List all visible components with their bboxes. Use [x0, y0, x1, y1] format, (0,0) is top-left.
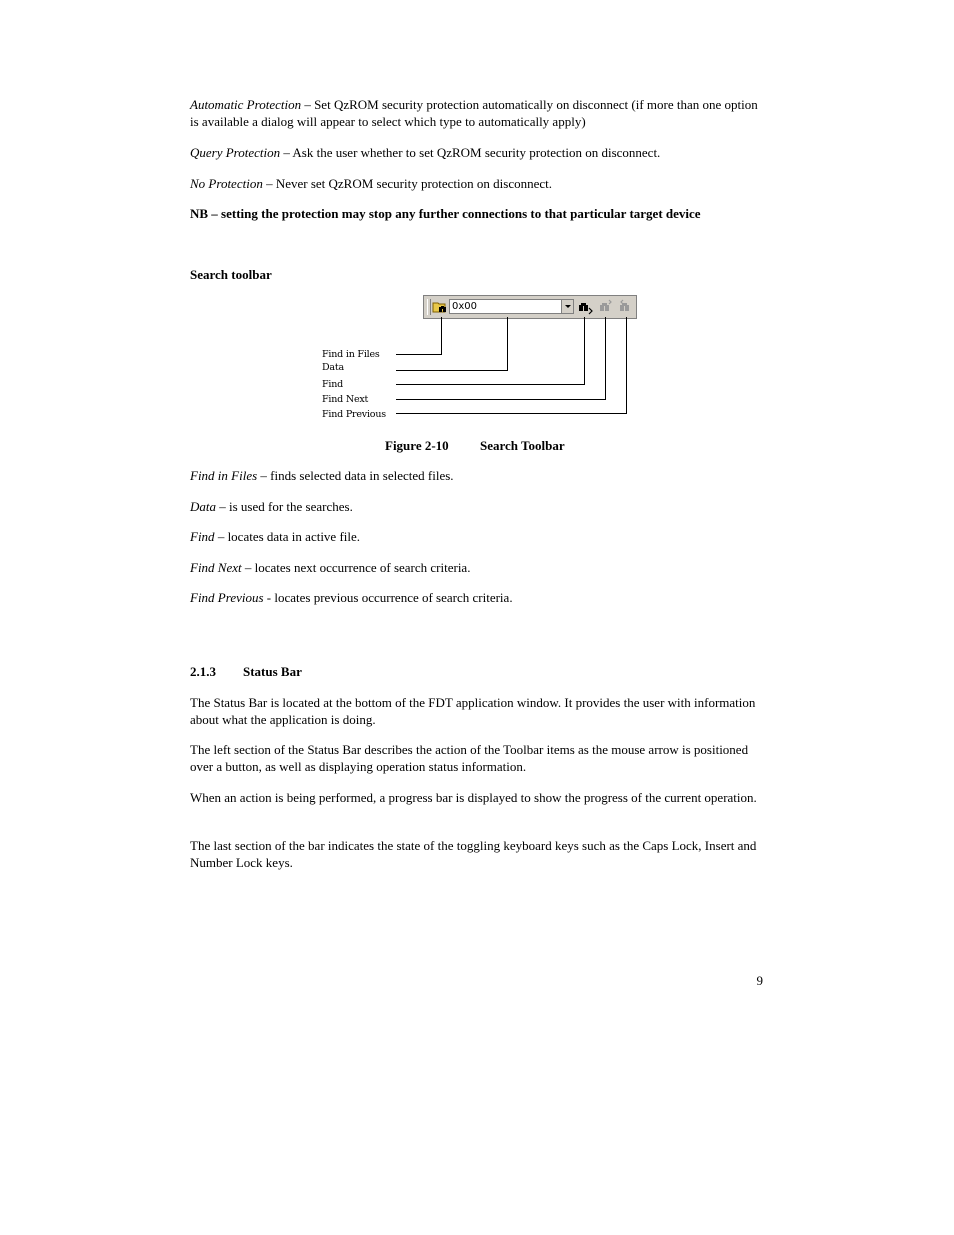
status-paragraph-1: The Status Bar is located at the bottom of the FDT application window. It provides the user with information about what the application is doing.: [190, 695, 756, 727]
automatic-protection-term: Automatic Protection: [190, 97, 302, 112]
nb-warning: NB – setting the protection may stop any further connections to that particular target device: [190, 206, 701, 221]
find-previous-icon[interactable]: [617, 299, 633, 315]
leader-find-in-files-h: [396, 354, 441, 355]
query-protection-paragraph: [190, 144, 765, 161]
callout-find-in-files: Find in Files: [322, 349, 380, 360]
data-combo-value: 0x00: [452, 301, 478, 312]
leader-find-next-h: [396, 399, 605, 400]
find-icon[interactable]: [577, 299, 593, 315]
find-next-desc: – locates next occurrence of search criteria.: [241, 560, 471, 575]
no-protection-desc: – Never set QzROM security protection on disconnect.: [262, 176, 553, 191]
section-number: 2.1.3: [190, 664, 216, 679]
toolbar-grip: [427, 299, 431, 315]
leader-data-h: [396, 370, 507, 371]
query-protection-term: Query Protection: [190, 145, 281, 160]
find-in-files-term: Find in Files: [190, 468, 258, 483]
find-next-description: [190, 559, 765, 576]
page-number: 9: [756, 973, 763, 988]
callout-find-next: Find Next: [322, 394, 369, 405]
automatic-protection-paragraph: [190, 96, 765, 130]
data-desc: – is used for the searches.: [216, 499, 353, 514]
find-in-files-description: [190, 467, 765, 484]
callout-find: Find: [322, 379, 344, 390]
find-previous-description: [190, 589, 765, 606]
search-toolbar-heading: Search toolbar: [190, 267, 272, 282]
callout-data: Data: [322, 362, 344, 373]
find-in-files-desc: – finds selected data in selected files.: [257, 468, 454, 483]
find-description: [190, 528, 765, 545]
section-title: Status Bar: [243, 664, 302, 679]
find-previous-term: Find Previous: [190, 590, 264, 605]
search-toolbar: [423, 295, 637, 319]
leader-data-v: [507, 317, 508, 371]
callout-find-previous: Find Previous: [322, 409, 386, 420]
find-next-term: Find Next: [190, 560, 242, 575]
automatic-protection-desc: – Set QzROM security protection automatically on disconnect (if more than one option is available a dialog will appear to select which type to automatically apply): [190, 97, 758, 129]
data-combo[interactable]: [449, 299, 574, 314]
chevron-down-icon[interactable]: [561, 300, 573, 313]
find-desc: – locates data in active file.: [214, 529, 361, 544]
data-description: [190, 498, 765, 515]
query-protection-desc: – Ask the user whether to set QzROM security protection on disconnect.: [280, 145, 661, 160]
leader-find-in-files-v: [441, 317, 442, 355]
status-paragraph-2: The left section of the Status Bar describes the action of the Toolbar items as the mouse arrow is positioned over a button, as well as displaying operation status information.: [190, 742, 749, 774]
find-in-files-icon[interactable]: [432, 299, 448, 315]
data-term: Data: [190, 499, 216, 514]
leader-find-previous-v: [626, 317, 627, 414]
status-paragraph-3: When an action is being performed, a progress bar is displayed to show the progress of the current operation.: [190, 790, 757, 805]
figure-number: Figure 2-10: [385, 438, 449, 453]
find-term: Find: [190, 529, 215, 544]
find-next-icon[interactable]: [597, 299, 613, 315]
figure-title: Search Toolbar: [480, 438, 565, 453]
no-protection-term: No Protection: [190, 176, 263, 191]
leader-find-previous-h: [396, 413, 626, 414]
no-protection-paragraph: [190, 175, 765, 192]
leader-find-v: [584, 317, 585, 385]
status-paragraph-4: The last section of the bar indicates the state of the toggling keyboard keys such as the Caps Lock, Insert and Number Lock keys.: [190, 838, 757, 870]
leader-find-h: [396, 384, 584, 385]
find-previous-desc: - locates previous occurrence of search criteria.: [263, 590, 513, 605]
leader-find-next-v: [605, 317, 606, 400]
